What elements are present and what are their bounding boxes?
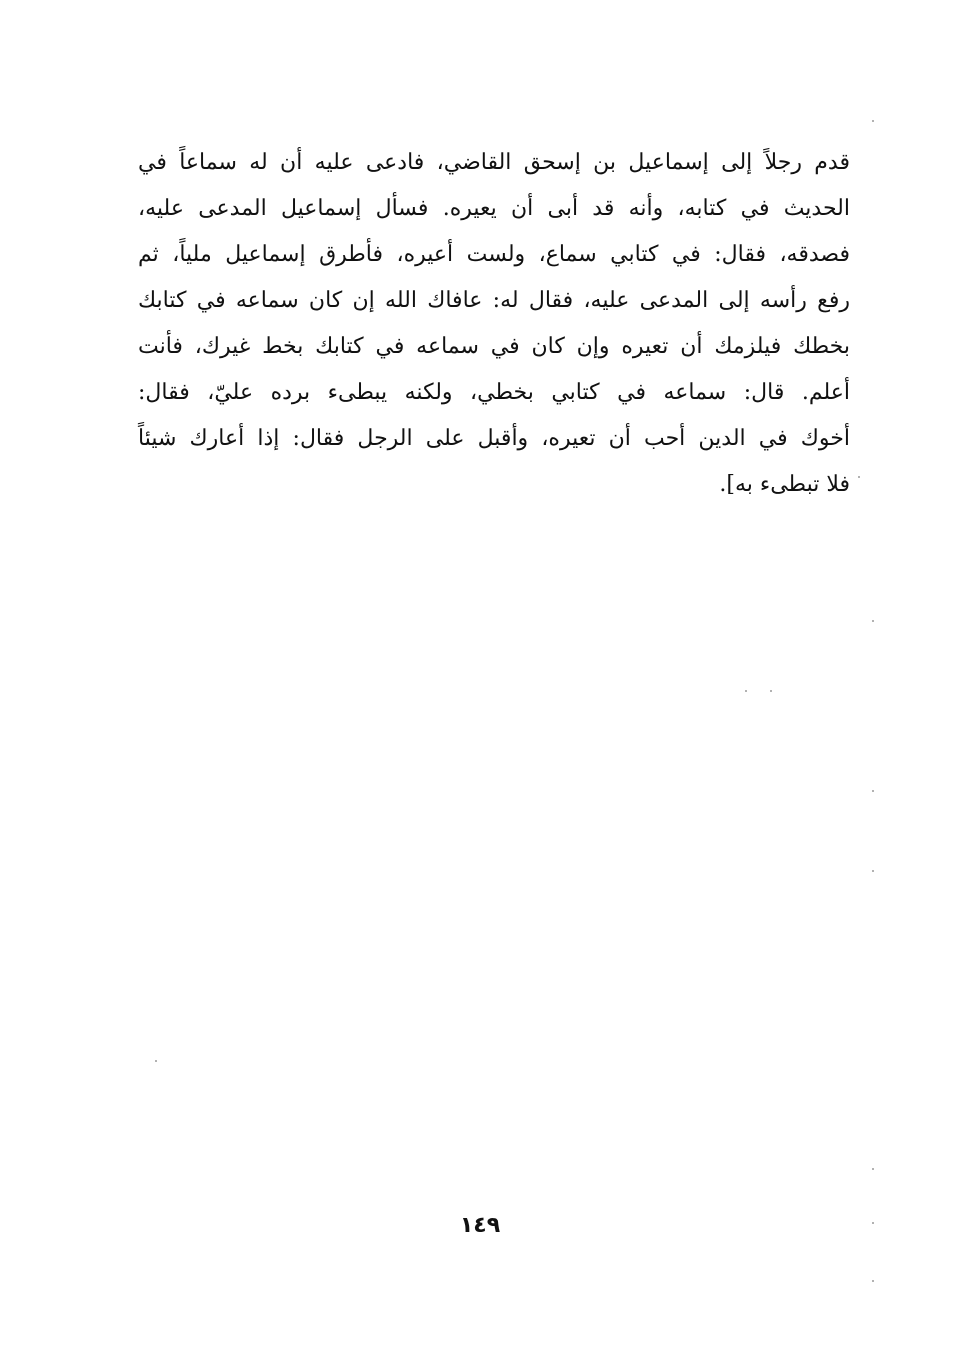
scan-speck xyxy=(872,620,874,622)
text-line: بخطك فيلزمك أن تعيره وإن كان في سماعه في كتابك بخط غيرك، فأنت xyxy=(138,334,850,359)
text-line: الحديث في كتابه، وأنه قد أبى أن يعيره. فسأل إسماعيل المدعى عليه، xyxy=(138,196,850,221)
scan-speck xyxy=(745,690,747,692)
text-line: أعلم. قال: سماعه في كتابي بخطي، ولكنه يبطىء برده عليّ، فقال: xyxy=(138,380,850,405)
text-line: فصدقه، فقال: في كتابي سماع، ولست أعيره، فأطرق إسماعيل ملياً، ثم xyxy=(138,242,850,267)
text-line: قدم رجلاً إلى إسماعيل بن إسحق القاضي، فادعى عليه أن له سماعاً في xyxy=(138,150,850,175)
scan-speck xyxy=(770,690,772,692)
text-line: رفع رأسه إلى المدعى عليه، فقال له: عافاك الله إن كان سماعه في كتابك xyxy=(138,288,850,313)
page-number: ١٤٩ xyxy=(459,1213,501,1238)
scan-speck xyxy=(872,1222,874,1224)
scan-speck xyxy=(858,476,860,478)
text-line: فلا تبطىء به]. xyxy=(719,472,850,497)
text-line: أخوك في الدين أحب أن تعيره، وأقبل على الرجل فقال: إذا أعارك شيئاً xyxy=(138,426,850,451)
scan-speck xyxy=(155,1060,157,1062)
scan-speck xyxy=(872,1280,874,1282)
scan-speck xyxy=(872,1168,874,1170)
scan-speck xyxy=(872,790,874,792)
scan-speck xyxy=(872,870,874,872)
scan-speck xyxy=(872,120,874,122)
body-text xyxy=(138,140,850,508)
